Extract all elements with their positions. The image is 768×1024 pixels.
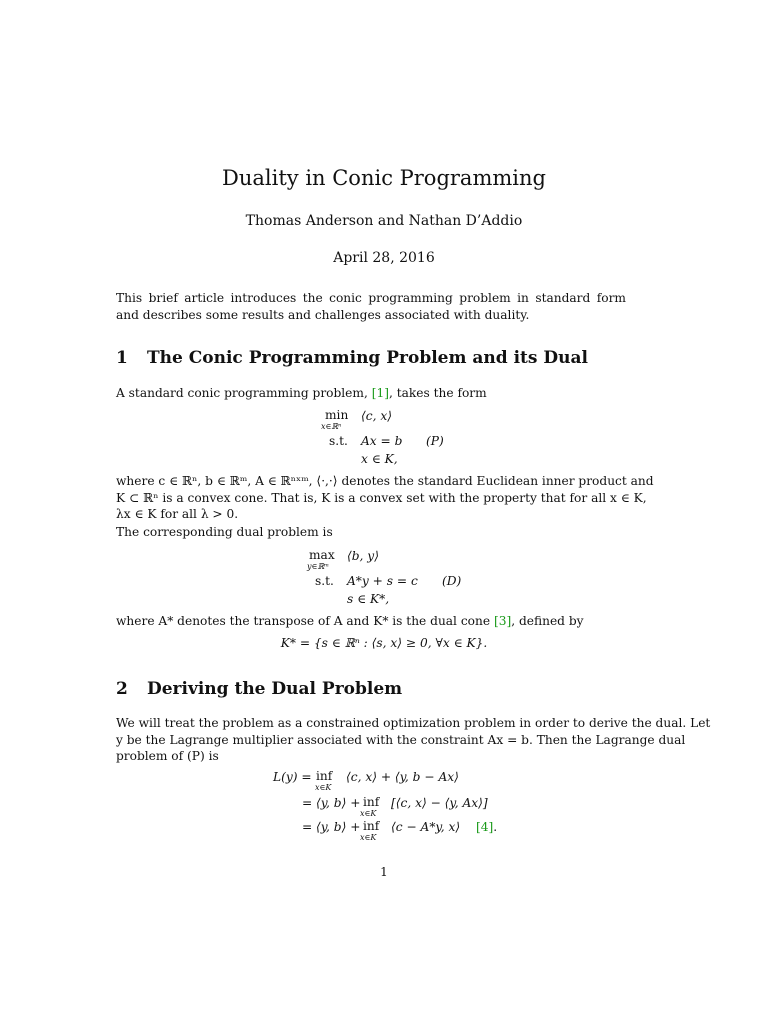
section2-para-line1: We will treat the problem as a constrained optimization problem in order to derive the dual. Let bbox=[116, 716, 711, 730]
section1-para3: The corresponding dual problem is bbox=[116, 525, 333, 539]
lagrange-period: . bbox=[493, 820, 498, 834]
lagrange-inf-3-subscript: x∈K bbox=[360, 833, 377, 842]
lagrange-inf-2-subscript: x∈K bbox=[360, 809, 377, 818]
section2-number: 2 bbox=[116, 679, 128, 699]
paper-date: April 28, 2016 bbox=[333, 250, 435, 266]
section1-intro-text-a: A standard conic programming problem, bbox=[116, 386, 372, 400]
citation-link-3[interactable]: [3] bbox=[493, 614, 512, 628]
primal-constraint-1: Ax = b bbox=[361, 434, 403, 448]
section1-para4-text-b: , defined by bbox=[511, 614, 584, 628]
section2-title: Deriving the Dual Problem bbox=[147, 679, 403, 699]
section1-para4 bbox=[116, 614, 584, 628]
dual-cone-definition: K* = {s ∈ ℝⁿ : ⟨s, x⟩ ≥ 0, ∀x ∈ K}. bbox=[280, 636, 488, 650]
section1-para2-line1: where c ∈ ℝⁿ, b ∈ ℝᵐ, A ∈ ℝⁿˣᵐ, ⟨·,·⟩ denotes the standard Euclidean inner product and bbox=[116, 474, 654, 488]
section1-para2-line2: K ⊂ ℝⁿ is a convex cone. That is, K is a convex set with the property that for all x ∈ K, bbox=[116, 491, 647, 505]
lagrange-inf-1: inf bbox=[316, 769, 333, 783]
dual-label: (D) bbox=[442, 574, 462, 588]
dual-max-subscript: y∈ℝᵐ bbox=[307, 562, 329, 571]
dual-objective: ⟨b, y⟩ bbox=[347, 549, 379, 563]
paper-authors: Thomas Anderson and Nathan D’Addio bbox=[245, 213, 523, 229]
dual-constraint-1: A*y + s = c bbox=[347, 574, 418, 588]
section2-para-line3: problem of (P) is bbox=[116, 749, 219, 763]
primal-objective: ⟨c, x⟩ bbox=[361, 409, 392, 423]
dual-max-operator: max bbox=[309, 548, 335, 562]
section1-para4-text-a: where A* denotes the transpose of A and K* is the dual cone bbox=[116, 614, 494, 628]
abstract: This brief article introduces the conic programming problem in standard form and describes some results and challenges associated with duality. bbox=[116, 291, 626, 322]
citation-link-1[interactable]: [1] bbox=[371, 386, 389, 400]
lagrange-lhs: L(y) = bbox=[273, 770, 312, 784]
section1-para2-line3: λx ∈ K for all λ > 0. bbox=[116, 507, 239, 521]
lagrange-line-2-prefix: ⟨y, b⟩ + bbox=[316, 796, 361, 810]
dual-st-label: s.t. bbox=[315, 574, 334, 588]
section2-para-line2: y be the Lagrange multiplier associated with the constraint Ax = b. Then the Lagrange dual bbox=[116, 733, 686, 747]
primal-label: (P) bbox=[426, 434, 444, 448]
section1-title: The Conic Programming Problem and its Dual bbox=[147, 348, 588, 368]
lagrange-inf-1-subscript: x∈K bbox=[315, 783, 332, 792]
lagrange-line-3: ⟨c − A*y, x⟩ bbox=[391, 820, 461, 834]
citation-link-4[interactable]: [4] bbox=[476, 820, 494, 834]
lagrange-line-1: ⟨c, x⟩ + ⟨y, b − Ax⟩ bbox=[346, 770, 459, 784]
page-number: 1 bbox=[380, 865, 388, 879]
primal-constraint-2: x ∈ K, bbox=[361, 452, 398, 466]
primal-min-subscript: x∈ℝⁿ bbox=[321, 422, 342, 431]
lagrange-line-2: [⟨c, x⟩ − ⟨y, Ax⟩] bbox=[391, 796, 488, 810]
primal-st-label: s.t. bbox=[329, 434, 348, 448]
lagrange-line-3-prefix: ⟨y, b⟩ + bbox=[316, 820, 361, 834]
primal-min-operator: min bbox=[325, 408, 349, 422]
section1-number: 1 bbox=[116, 348, 128, 368]
lagrange-inf-3: inf bbox=[363, 819, 380, 833]
lagrange-eq-2: = bbox=[302, 796, 313, 810]
section1-intro bbox=[116, 386, 487, 400]
section1-intro-text-b: , takes the form bbox=[388, 386, 487, 400]
lagrange-citation bbox=[476, 820, 497, 834]
lagrange-eq-3: = bbox=[302, 820, 313, 834]
lagrange-inf-2: inf bbox=[363, 795, 380, 809]
paper-title: Duality in Conic Programming bbox=[222, 166, 546, 190]
dual-constraint-2: s ∈ K*, bbox=[347, 592, 390, 606]
